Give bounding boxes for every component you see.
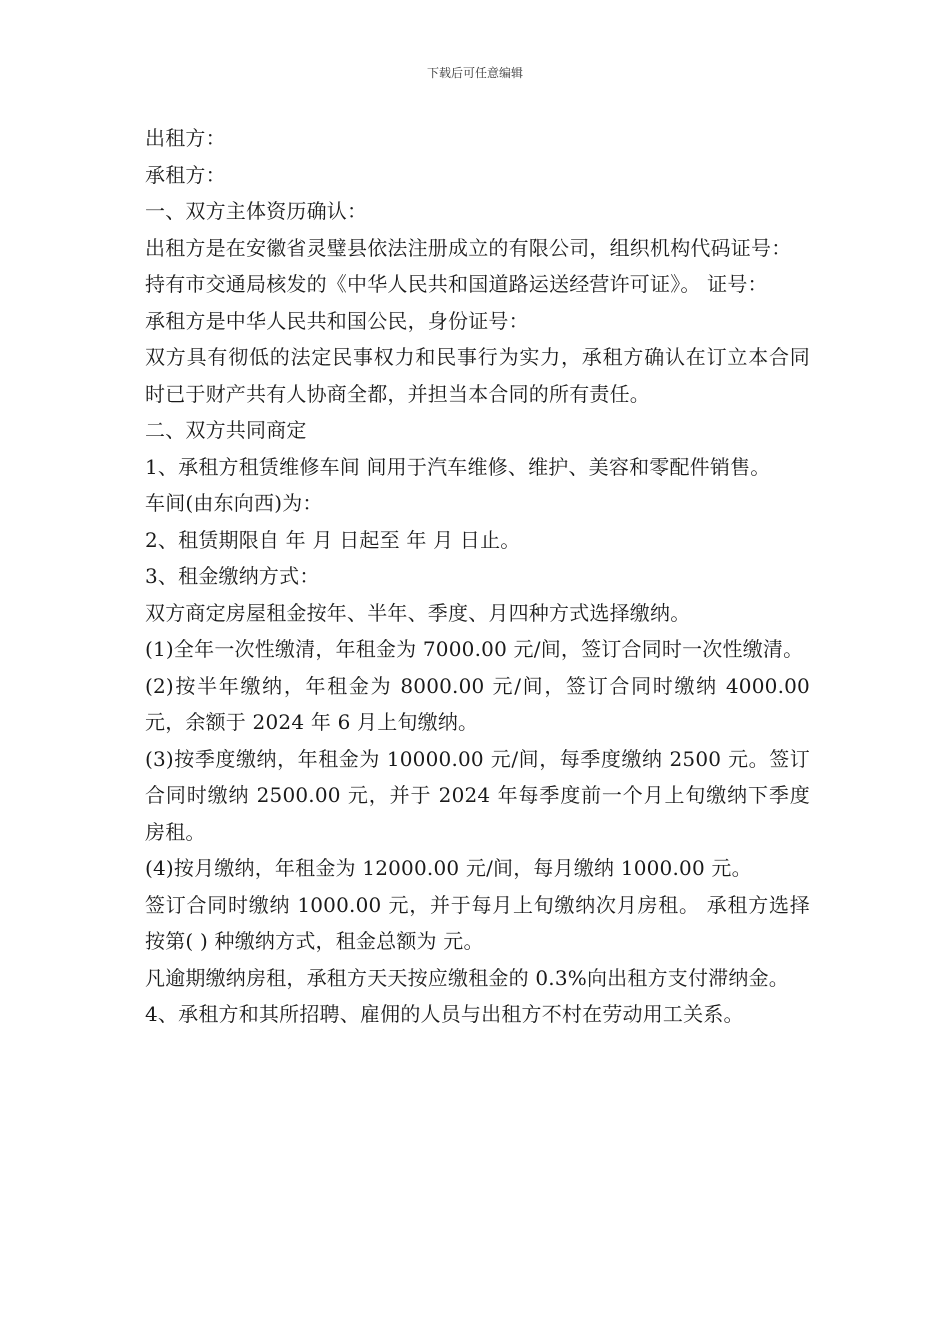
license-paragraph: 持有市交通局核发的《中华人民共和国道路运送经营许可证》。 证号：	[145, 272, 768, 296]
lessor-registration-paragraph: 出租方是在安徽省灵璧县依法注册成立的有限公司，组织机构代码证号：	[145, 235, 792, 260]
clause-1-paragraph: 1、承租方租赁维修车间 间用于汽车维修、维护、美容和零配件销售。	[145, 454, 771, 479]
option-2-paragraph: (2)按半年缴纳，年租金为 8000.00 元/间，签订合同时缴纳 4000.00 元，余额于 2024 年 6 月上旬缴纳。	[145, 673, 810, 734]
section-heading-2: 二、双方共同商定	[145, 418, 307, 442]
document-body	[145, 120, 810, 1033]
section-heading-1: 一、双方主体资历确认：	[145, 199, 368, 223]
lessee-id-paragraph: 承租方是中华人民共和国公民，身份证号：	[145, 308, 529, 333]
monthly-payment-paragraph: 签订合同时缴纳 1000.00 元，并于每月上旬缴纳次月房租。 承租方选择按第( ) 种缴纳方式，租金总额为 元。	[145, 892, 810, 953]
page-header-note: 下载后可任意编辑	[426, 66, 523, 80]
workshop-paragraph: 车间(由东向西)为：	[145, 491, 323, 515]
capacity-paragraph: 双方具有彻低的法定民事权力和民事行为实力，承租方确认在订立本合同时已于财产共有人协商全都，并担当本合同的所有责任。	[145, 345, 810, 406]
lessee-line: 承租方：	[145, 162, 226, 187]
option-1-paragraph: (1)全年一次性缴清，年租金为 7000.00 元/间，签订合同时一次性缴清。	[145, 637, 804, 661]
clause-3-paragraph: 3、租金缴纳方式：	[145, 564, 320, 588]
clause-2-paragraph: 2、租赁期限自 年 月 日起至 年 月 日止。	[145, 527, 521, 552]
payment-options-paragraph: 双方商定房屋租金按年、半年、季度、月四种方式选择缴纳。	[145, 600, 691, 625]
lessor-line: 出租方：	[145, 126, 226, 150]
late-fee-paragraph: 凡逾期缴纳房租，承租方天天按应缴租金的 0.3%向出租方支付滞纳金。	[145, 965, 789, 990]
option-4-paragraph: (4)按月缴纳，年租金为 12000.00 元/间，每月缴纳 1000.00 元。	[145, 856, 752, 880]
option-3-paragraph: (3)按季度缴纳，年租金为 10000.00 元/间，每季度缴纳 2500 元。签订合同时缴纳 2500.00 元，并于 2024 年每季度前一个月上旬缴纳下季度房租。	[145, 746, 810, 844]
clause-4-paragraph: 4、承租方和其所招聘、雇佣的人员与出租方不村在劳动用工关系。	[145, 1002, 744, 1026]
